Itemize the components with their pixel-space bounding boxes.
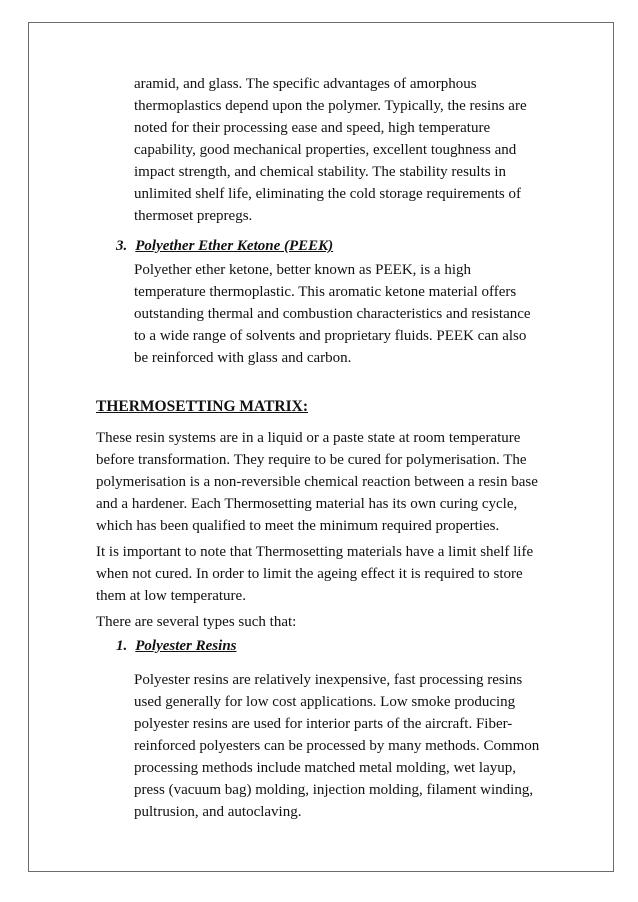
polyester-line: pultrusion, and autoclaving. [134, 804, 302, 820]
polyester-line: polyester resins are used for interior parts of the aircraft. Fiber- [134, 716, 513, 732]
intro-line: capability, good mechanical properties, excellent toughness and [134, 142, 517, 158]
peek-line: Polyether ether ketone, better known as PEEK, is a high [134, 262, 472, 278]
polyester-line: press (vacuum bag) molding, injection molding, filament winding, [134, 782, 534, 798]
para2-line: when not cured. In order to limit the ageing effect it is required to store [96, 566, 523, 582]
polyester-line: processing methods include matched metal molding, wet layup, [134, 760, 516, 776]
types-intro: There are several types such that: [96, 614, 297, 630]
peek-line: to a wide range of solvents and proprietary fluids. PEEK can also [134, 328, 527, 344]
para1-line: which has been qualified to meet the minimum required properties. [96, 518, 500, 534]
para2-line: It is important to note that Thermosetting materials have a limit shelf life [96, 544, 534, 560]
intro-line: thermoplastics depend upon the polymer. Typically, the resins are [134, 98, 527, 114]
peek-line: be reinforced with glass and carbon. [134, 350, 352, 366]
peek-title: Polyether Ether Ketone (PEEK) [135, 238, 334, 254]
para1-line: These resin systems are in a liquid or a paste state at room temperature [96, 430, 521, 446]
peek-line: outstanding thermal and combustion characteristics and resistance [134, 306, 531, 322]
polyester-line: Polyester resins are relatively inexpensive, fast processing resins [134, 672, 523, 688]
para1-line: before transformation. They require to be cured for polymerisation. The [96, 452, 527, 468]
peek-number: 3. [116, 238, 128, 254]
section-heading: THERMOSETTING MATRIX: [96, 398, 308, 415]
intro-line: thermoset prepregs. [134, 208, 253, 224]
peek-heading [116, 238, 333, 255]
intro-line: noted for their processing ease and speed, high temperature [134, 120, 491, 136]
intro-line: unlimited shelf life, eliminating the cold storage requirements of [134, 186, 521, 202]
polyester-title: Polyester Resins [135, 638, 237, 654]
para1-line: polymerisation is a non-reversible chemical reaction between a resin base [96, 474, 538, 490]
polyester-number: 1. [116, 638, 128, 654]
polyester-heading [116, 638, 237, 655]
polyester-line: reinforced polyesters can be processed by many methods. Common [134, 738, 540, 754]
peek-line: temperature thermoplastic. This aromatic ketone material offers [134, 284, 517, 300]
polyester-line: used generally for low cost applications. Low smoke producing [134, 694, 516, 710]
intro-line: aramid, and glass. The specific advantages of amorphous [134, 76, 477, 92]
intro-line: impact strength, and chemical stability. The stability results in [134, 164, 507, 180]
para2-line: them at low temperature. [96, 588, 246, 604]
para1-line: and a hardener. Each Thermosetting material has its own curing cycle, [96, 496, 518, 512]
